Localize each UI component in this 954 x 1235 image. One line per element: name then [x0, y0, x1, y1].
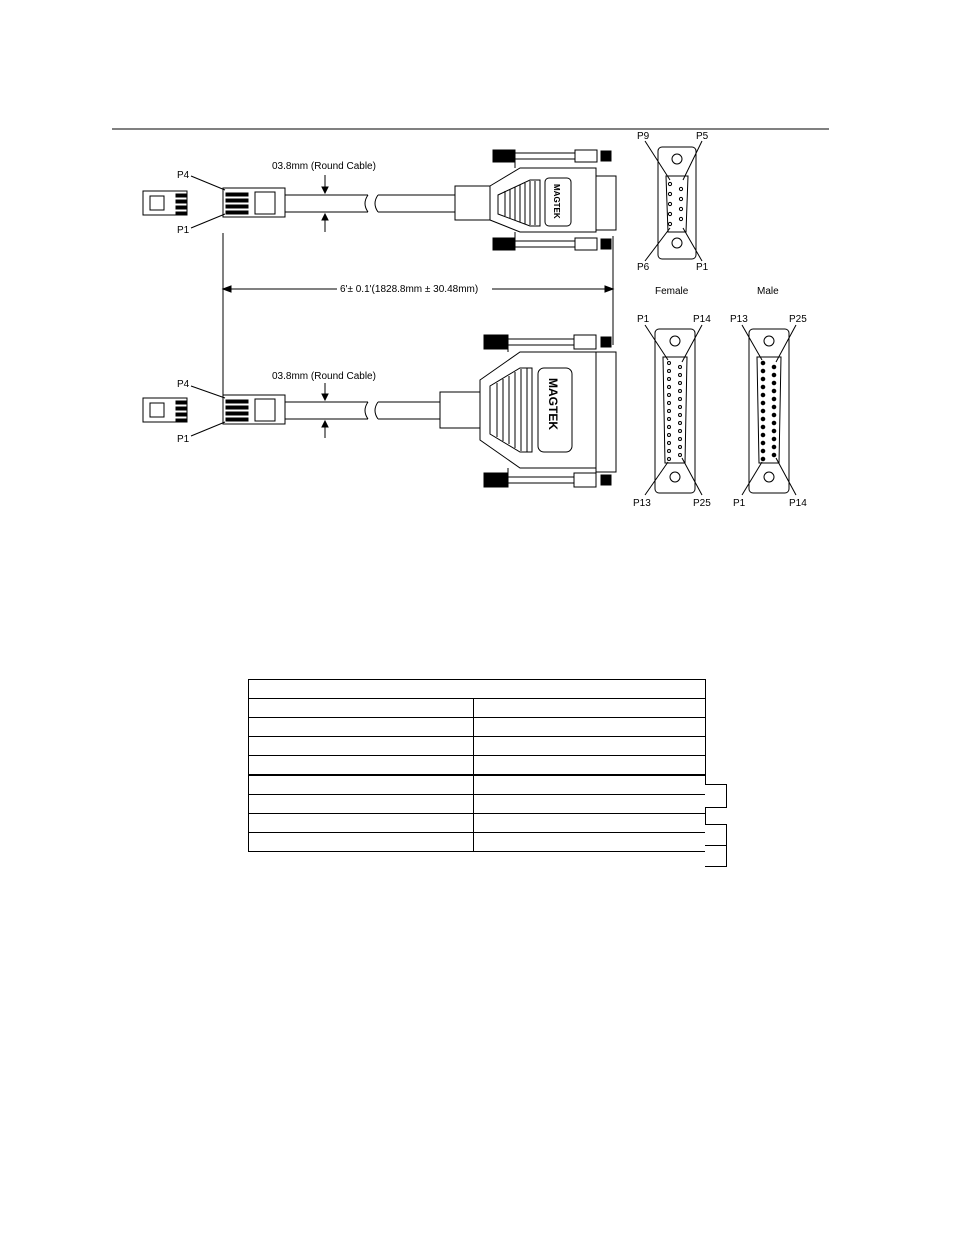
- db9-p5-label: P5: [696, 131, 709, 142]
- table-row: [249, 795, 706, 814]
- cable-length-label: 6'± 0.1'(1828.8mm ± 30.48mm): [340, 284, 479, 295]
- db25-male-p13-label: P13: [730, 314, 748, 325]
- top-diameter-label: 03.8mm (Round Cable): [272, 161, 376, 172]
- table-cell: [474, 814, 706, 833]
- table-cell: [474, 699, 706, 718]
- top-cable: [143, 150, 616, 250]
- table-row: [249, 737, 706, 756]
- db9-p9-label: P9: [637, 131, 650, 142]
- bottom-pin-p1-label: P1: [177, 434, 190, 445]
- db9-hood: [455, 150, 616, 250]
- cable-diagram: [0, 0, 954, 560]
- table-row: [249, 718, 706, 737]
- db25-female-p1-label: P1: [637, 314, 650, 325]
- db9-p1-label: P1: [696, 262, 709, 273]
- table-cell: [474, 756, 706, 776]
- table-row: [249, 814, 706, 833]
- table-bracket-bottom: [705, 845, 727, 867]
- db25-hood: [440, 335, 616, 487]
- table-cell: [249, 737, 474, 756]
- db25-male-p25-label: P25: [789, 314, 807, 325]
- db25-male-p1-label: P1: [733, 498, 746, 509]
- pinout-table: [248, 679, 706, 852]
- table-cell: [249, 795, 474, 814]
- pinout-table-wrap: [248, 679, 706, 852]
- male-title: Male: [757, 286, 779, 297]
- table-bracket-middle: [705, 824, 727, 847]
- table-cell: [474, 833, 706, 852]
- table-cell: [474, 795, 706, 814]
- db25-male-p14-label: P14: [789, 498, 807, 509]
- db25-male-face: [730, 314, 807, 509]
- table-cell: [249, 833, 474, 852]
- rj-plug-bottom-detached: [143, 398, 187, 422]
- db25-female-p14-label: P14: [693, 314, 711, 325]
- bottom-pin-p4-label: P4: [177, 379, 190, 390]
- table-cell: [249, 718, 474, 737]
- bottom-diameter-label: 03.8mm (Round Cable): [272, 371, 376, 382]
- table-title-cell: [249, 680, 706, 699]
- table-cell: [249, 814, 474, 833]
- table-cell: [474, 718, 706, 737]
- table-cell: [249, 699, 474, 718]
- db25-brand-logo: MAGTEK: [546, 378, 560, 430]
- table-bracket-top: [705, 784, 727, 808]
- table-row: [249, 756, 706, 776]
- table-cell: [474, 737, 706, 756]
- top-pin-p1-label: P1: [177, 225, 190, 236]
- female-title: Female: [655, 286, 689, 297]
- table-row: [249, 775, 706, 795]
- table-row: [249, 833, 706, 852]
- db25-female-p13-label: P13: [633, 498, 651, 509]
- db9-p6-label: P6: [637, 262, 650, 273]
- db25-female-p25-label: P25: [693, 498, 711, 509]
- table-cell: [474, 775, 706, 795]
- table-cell: [249, 756, 474, 776]
- table-row: [249, 699, 706, 718]
- bottom-cable: [143, 335, 616, 487]
- rj-plug-top: [223, 188, 285, 217]
- table-title-row: [249, 680, 706, 699]
- db9-brand-logo: MAGTEK: [552, 184, 561, 219]
- db25-female-face: [633, 314, 711, 509]
- db9-connector-face: [637, 131, 709, 273]
- top-pin-p4-label: P4: [177, 170, 190, 181]
- table-cell: [249, 775, 474, 795]
- rj-plug-top-detached: [143, 191, 187, 215]
- rj-plug-bottom: [223, 395, 285, 424]
